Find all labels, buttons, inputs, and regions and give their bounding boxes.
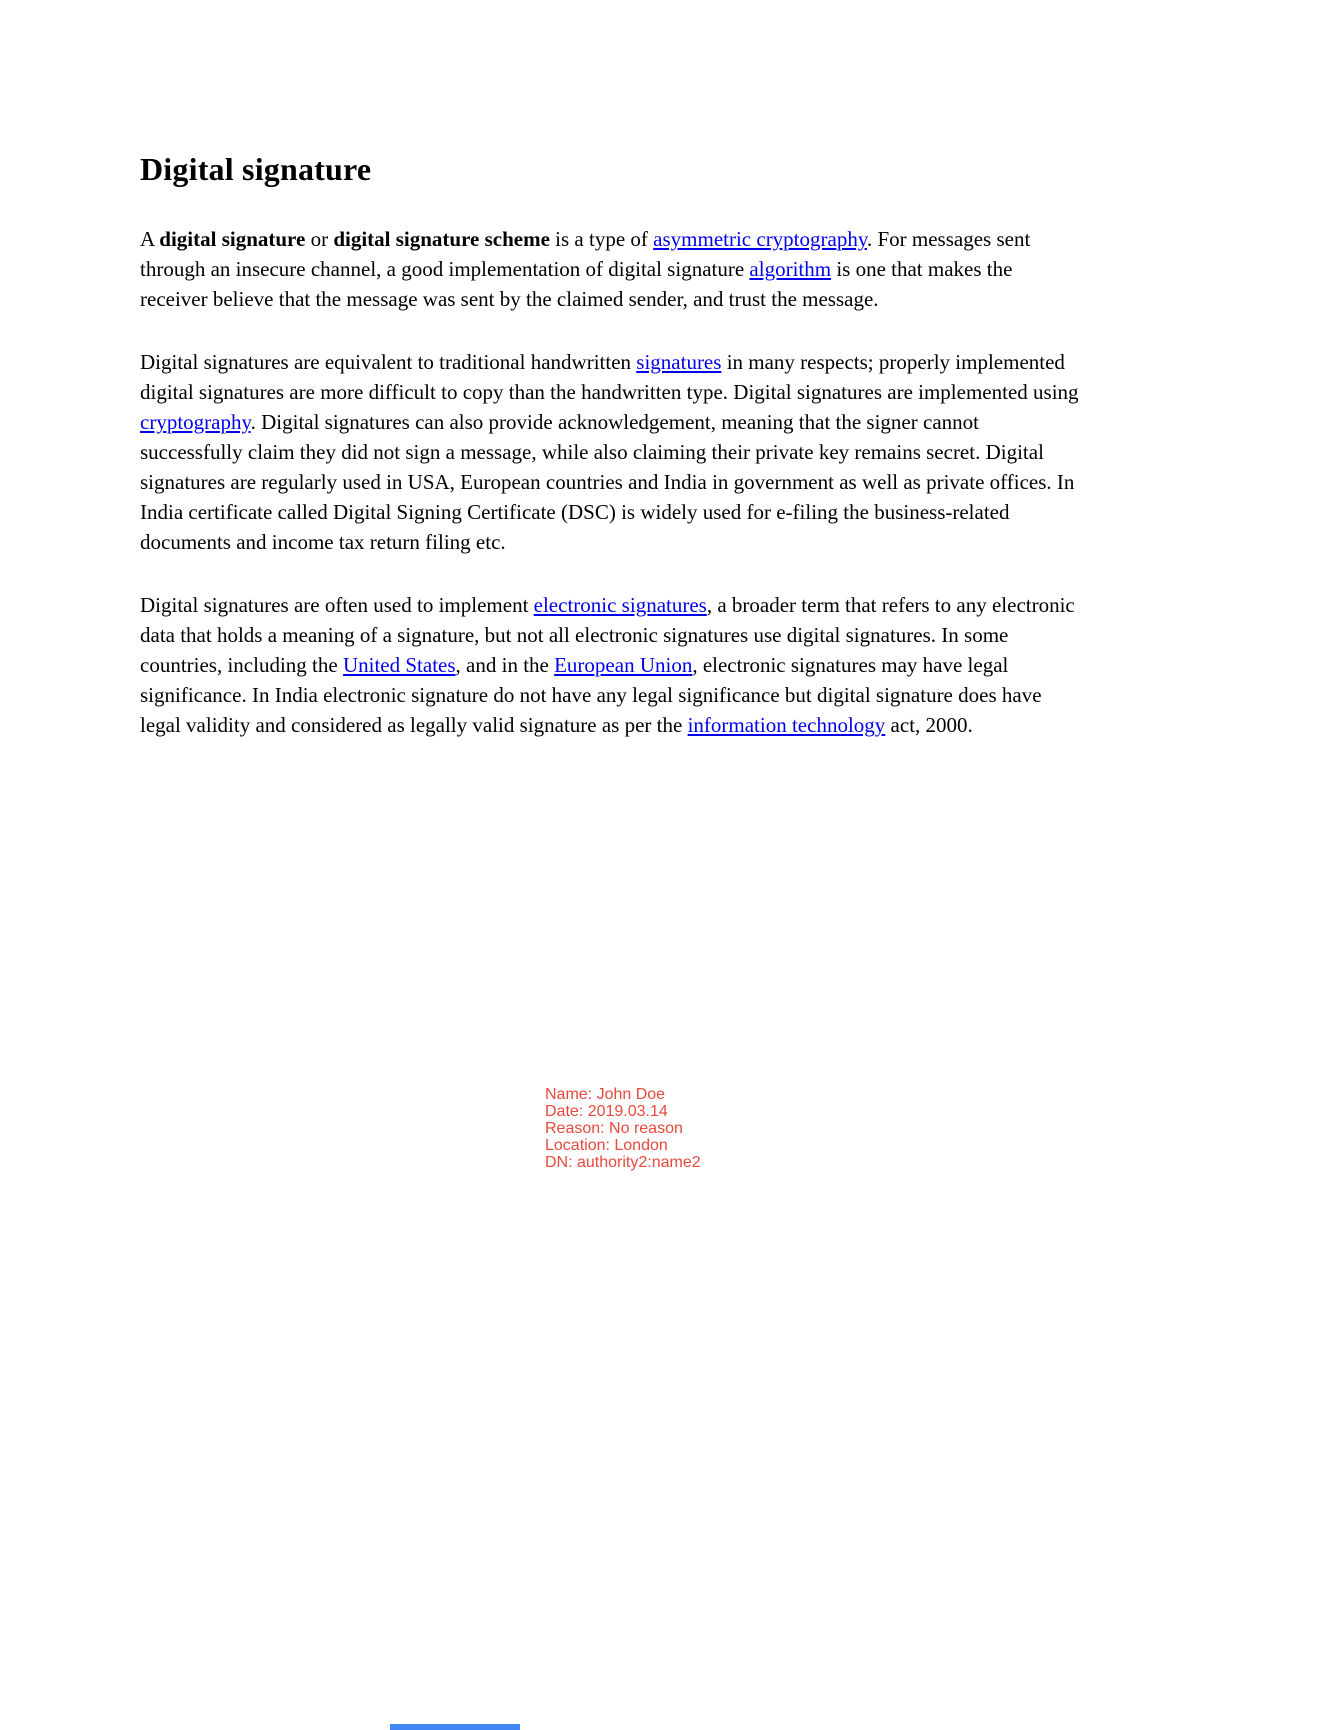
link-signatures[interactable]: signatures [636, 350, 722, 374]
stamp-line-reason: Reason: No reason [545, 1120, 683, 1137]
signature-stamp [545, 1086, 701, 1171]
text-run: . Digital signatures can also provide acknowledgement, meaning that the signer cannot successfully claim they did not sign a message, while also claiming their private key remains secret. Digital signatures are regularly used in USA, European countries and India in government as well as private offices. In India certificate called Digital Signing Certificate (DSC) is widely used for e-filing the business-related documents and income tax return filing etc. [140, 410, 1075, 554]
text-run: , a broader term that refers to any electronic data that holds a meaning of a signature, but not all electronic signatures use digital signatures. In some countries, including the [140, 593, 1075, 677]
text-run: or [305, 227, 334, 251]
paragraph-1 [140, 224, 1084, 314]
document-title: Digital signature [140, 151, 372, 187]
link-information-technology[interactable]: information technology [687, 713, 886, 737]
text-run: , electronic signatures may have legal significance. In India electronic signature do not have any legal significance but digital signature does have legal validity and considered as legally valid signature as per the [140, 653, 1042, 737]
link-united-states[interactable]: United States [342, 653, 456, 677]
document-body [140, 224, 1084, 740]
link-electronic-signatures[interactable]: electronic signatures [533, 593, 707, 617]
text-run: . For messages sent through an insecure channel, a good implementation of digital signature [140, 227, 1031, 281]
stamp-line-location: Location: London [545, 1137, 668, 1154]
bottom-blue-bar [390, 1724, 520, 1730]
text-run: , and in the [455, 653, 555, 677]
text-run: act, 2000. [885, 713, 973, 737]
stamp-line-date: Date: 2019.03.14 [545, 1103, 668, 1120]
text-run: Digital signatures are equivalent to traditional handwritten [140, 350, 637, 374]
link-algorithm[interactable]: algorithm [749, 257, 832, 281]
paragraph-3 [140, 590, 1084, 740]
text-run: Digital signatures are often used to implement [140, 593, 534, 617]
bold-text: digital signature scheme [333, 227, 550, 251]
stamp-line-dn: DN: authority2:name2 [545, 1154, 701, 1171]
link-asymmetric-cryptography[interactable]: asymmetric cryptography [653, 227, 867, 251]
text-run: A [140, 227, 160, 251]
stamp-line-name: Name: John Doe [545, 1086, 666, 1103]
document-content [0, 0, 1336, 740]
link-european-union[interactable]: European Union [554, 653, 693, 677]
bold-text: digital signature [159, 227, 306, 251]
paragraph-2 [140, 347, 1084, 557]
text-run: in many respects; properly implemented digital signatures are more difficult to copy than the handwritten type. Digital signatures are implemented using [140, 350, 1079, 404]
text-run: is a type of [549, 227, 654, 251]
text-run: is one that makes the receiver believe that the message was sent by the claimed sender, and trust the message. [140, 257, 1013, 311]
link-cryptography[interactable]: cryptography [140, 410, 251, 434]
